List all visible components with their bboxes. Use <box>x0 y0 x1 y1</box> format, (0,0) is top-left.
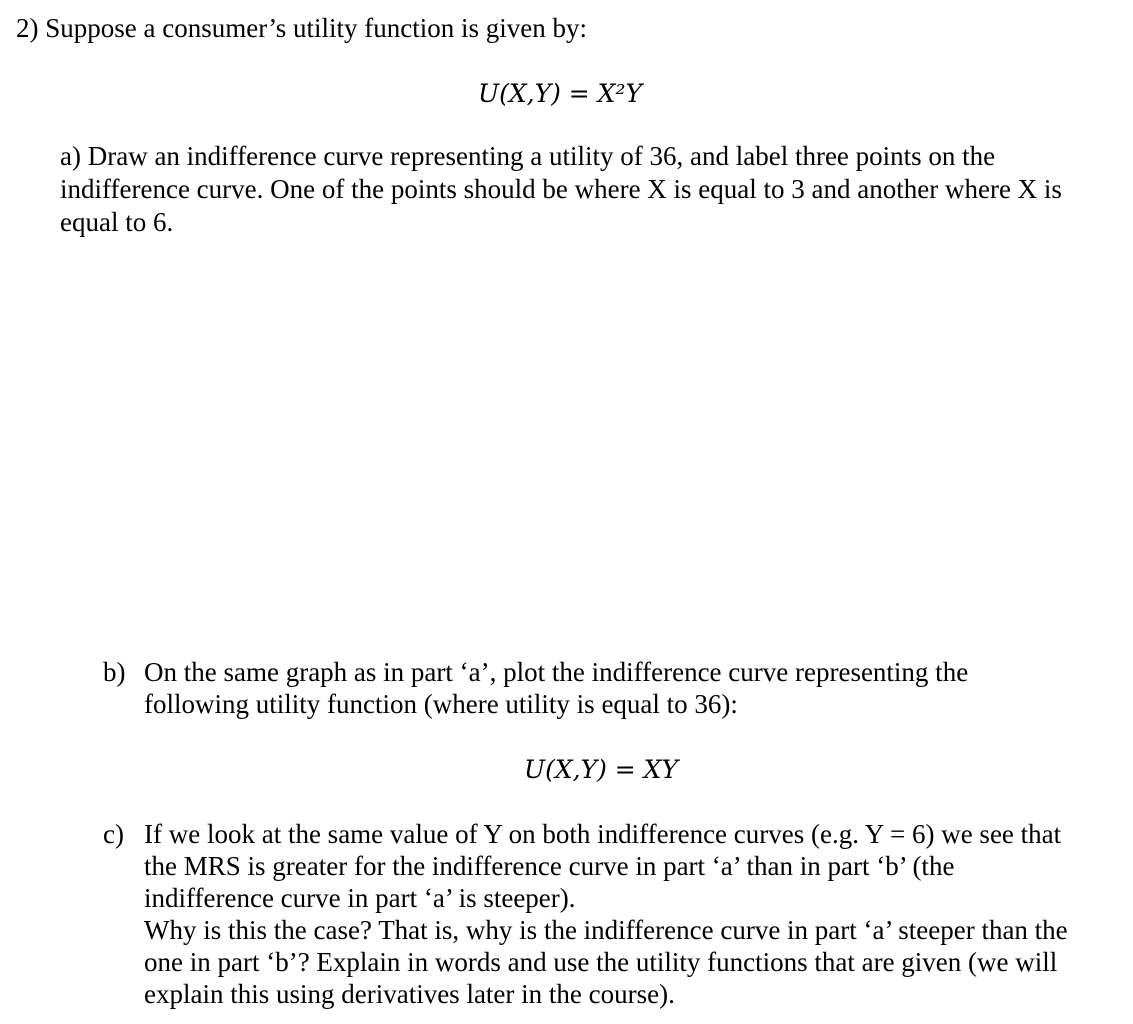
part-c-line-5: one in part ‘b’? Explain in words and use the utility functions that are given (we will <box>144 947 1058 977</box>
part-a-line-2: indifference curve. One of the points should be where X is equal to 3 and another where X is <box>60 174 1062 204</box>
part-b-label: b) <box>103 657 126 687</box>
part-a-line-3: equal to 6. <box>60 207 174 237</box>
part-c-label: c) <box>103 819 124 849</box>
question-intro: 2) Suppose a consumer’s utility function is given by: <box>16 13 587 43</box>
part-c-line-1: If we look at the same value of Y on both indifference curves (e.g. Y = 6) we see that <box>144 819 1062 849</box>
part-c-line-6: explain this using derivatives later in the course). <box>144 979 675 1009</box>
part-a-line-1: a) Draw an indifference curve representing a utility of 36, and label three points on the <box>60 141 996 171</box>
part-b-line-2: following utility function (where utility is equal to 36): <box>144 689 738 719</box>
part-c-line-3: indifference curve in part ‘a’ is steeper). <box>144 883 576 913</box>
part-b-line-1: On the same graph as in part ‘a’, plot the indifference curve representing the <box>144 657 969 687</box>
utility-equation-b: U(X,Y) = XY <box>524 755 678 784</box>
part-c-line-2: the MRS is greater for the indifference curve in part ‘a’ than in part ‘b’ (the <box>144 851 955 881</box>
utility-equation-a: U(X,Y) = X²Y <box>478 79 642 108</box>
part-c-line-4: Why is this the case? That is, why is the indifference curve in part ‘a’ steeper than the <box>144 915 1068 945</box>
